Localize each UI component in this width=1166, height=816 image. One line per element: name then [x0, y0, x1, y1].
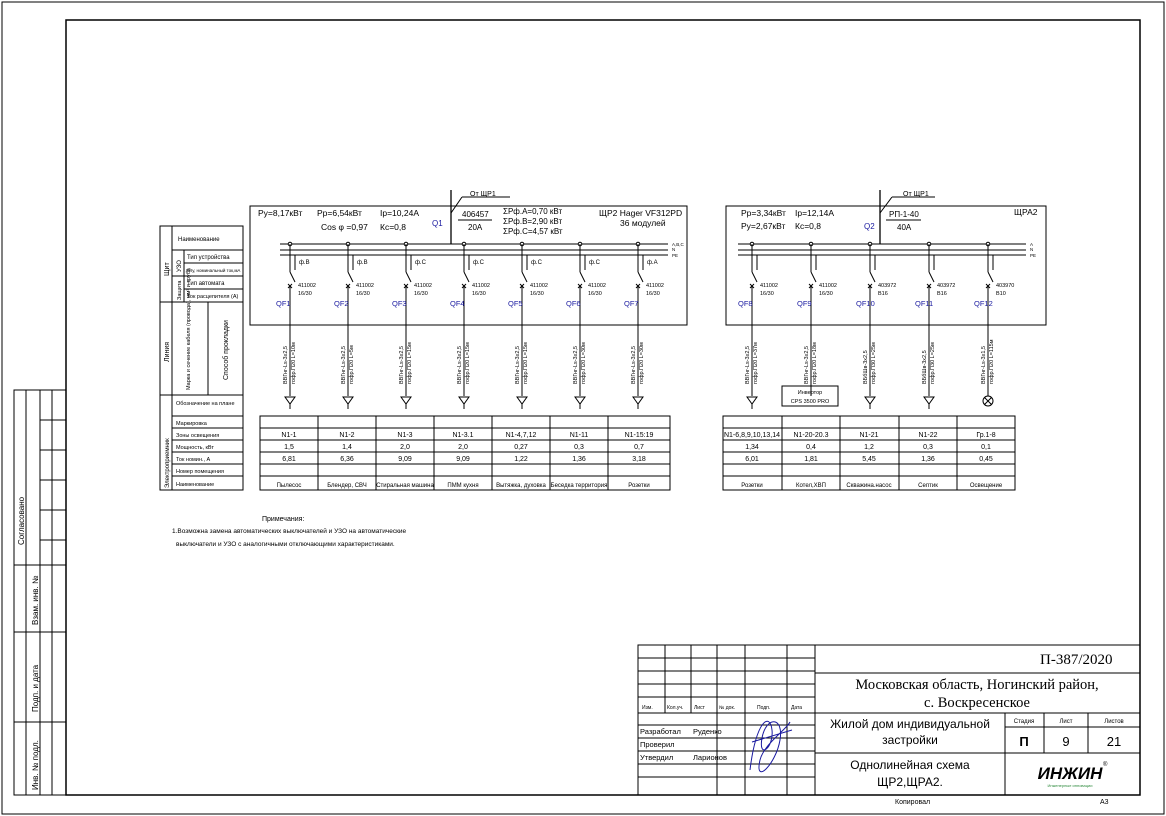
role-developed: Разработал	[640, 727, 681, 736]
shra2-main-rating: 40А	[897, 223, 912, 232]
shr2-phase-2: ф.В	[357, 260, 368, 266]
shr2-qf-2: QF2	[334, 299, 349, 308]
shra2-rating-2: 16/30	[819, 291, 833, 297]
shra2-socket-3	[865, 397, 875, 404]
legend-row-device: Тип устройства	[187, 255, 230, 261]
shr2-cell-power-3: 2,0	[400, 444, 410, 451]
legend-wiring: Линия	[164, 341, 171, 362]
shr2-label: ЩР2 Hager VF312PD	[599, 208, 683, 218]
shr2-bus-abc: А,В,С	[672, 242, 684, 247]
shr2-rating-3: 16/30	[414, 291, 428, 297]
shra2-cell-zone-5: Гр.1-8	[976, 432, 996, 439]
shr2-code-3: 411002	[414, 283, 432, 289]
shra2-cell-current-4: 1,36	[921, 456, 935, 463]
legend-bottom-0: Обозначение на плане	[176, 401, 235, 407]
stamp-hdr-1: Кол.уч.	[667, 705, 684, 711]
shr2-cell-name-2: Блендер, СВЧ	[327, 483, 367, 489]
shr2-cell-current-5: 1,22	[514, 456, 528, 463]
shra2-rating-5: B10	[996, 291, 1006, 297]
object-2: застройки	[882, 733, 938, 747]
shra2-cable-spec-4: ВБбШв-3х2,5	[922, 350, 928, 384]
shra2-bus-n: N	[1030, 247, 1034, 252]
shr2-cell-name-4: ПММ кухня	[447, 483, 479, 489]
shr2-cell-zone-2: N1-2	[339, 432, 355, 439]
legend-bottom-2: Зоны освещения	[176, 433, 220, 439]
shr2-cell-name-1: Пылесос	[276, 483, 302, 489]
shra2-cell-name-4: Септик	[918, 483, 938, 489]
shr2-socket-7	[633, 397, 643, 404]
shra2-rating-1: 16/30	[760, 291, 774, 297]
format-label: А3	[1100, 799, 1109, 806]
shra2-label: ЩРА2	[1014, 207, 1038, 217]
shra2-cell-current-1: 6,01	[745, 456, 759, 463]
shra2-code-3: 403972	[878, 283, 897, 289]
shr2-cell-power-1: 1,5	[284, 444, 294, 451]
stamp-hdr-4: Подп.	[757, 705, 771, 711]
shr2-cell-current-6: 1,36	[572, 456, 586, 463]
left-margin-stamp	[14, 390, 66, 795]
shr2-route-6: гофр.П20 L=30м	[581, 342, 587, 384]
shr2-code-2: 411002	[356, 283, 374, 289]
copied-label: Копировал	[895, 799, 931, 806]
address-2: с. Воскресенское	[924, 695, 1030, 711]
shra2-qf-3: QF10	[856, 299, 875, 308]
shra2-rating-4: B16	[937, 291, 947, 297]
shr2-rating-4: 16/30	[472, 291, 486, 297]
role-checked: Проверил	[640, 740, 675, 749]
shr2-cell-power-7: 0,7	[634, 444, 644, 451]
shr2-route-2: гофр.П20 L=5м	[349, 345, 355, 384]
shr2-breaker-blade-1	[290, 272, 295, 282]
shr2-cell-zone-3: N1-3	[397, 432, 413, 439]
shr2-phase-4: ф.С	[473, 260, 484, 266]
shra2-table	[724, 432, 1003, 489]
shr2-route-5: гофр.П20 L=15м	[523, 342, 529, 384]
legend-bottom-1: Маркировка	[176, 421, 207, 427]
shra2-main-code: РП-1-40	[889, 210, 919, 219]
notes-line-1: 1.Возможна замена автоматических выключателей и УЗО на автоматические	[172, 528, 407, 535]
shra2-cell-zone-3: N1-21	[859, 432, 879, 439]
shr2-cell-name-6: Беседка территория	[550, 483, 608, 489]
shr2-breaker-blade-5	[522, 272, 527, 282]
shr2-phase-3: ф.С	[415, 260, 426, 266]
address-1: Московская область, Ногинский район,	[855, 677, 1099, 693]
shr2-cable-spec-7: ВВГнг-Ls-3х2,5	[631, 346, 637, 384]
shra2-qf-2: QF9	[797, 299, 812, 308]
side-label-replace: Взам. инв. №	[31, 575, 40, 625]
shr2-table	[277, 432, 654, 489]
shr2-code-6: 411002	[588, 283, 606, 289]
shr2-socket-4	[459, 397, 469, 404]
legend-bottom-3: Мощность, кВт	[176, 445, 214, 451]
shra2-feeders	[738, 242, 1014, 409]
legend-uzo: УЗО	[177, 260, 183, 272]
shr2-phase-6: ф.С	[589, 260, 600, 266]
shra2-socket-4	[924, 397, 934, 404]
shr2-cell-current-3: 9,09	[398, 456, 412, 463]
shra2-breaker-blade-4	[929, 272, 934, 282]
shr2-breaker-blade-7	[638, 272, 643, 282]
shr2-phase-c: ΣРф.С=4,57 кВт	[503, 227, 563, 236]
drawing-title-1: Однолинейная схема	[850, 758, 970, 772]
shr2-route-1: гофр.П20 L=10м	[291, 342, 297, 384]
shr2-phase-1: ф.В	[299, 260, 310, 266]
shra2-route-2: гофр.П20 L=18м	[812, 342, 818, 384]
shra2-cable-spec-1: ВВГнг-Ls-3х2,5	[745, 346, 751, 384]
shr2-rating-1: 16/30	[298, 291, 312, 297]
shr2-socket-2	[343, 397, 353, 404]
side-label-inv: Инв. № подл.	[31, 740, 40, 790]
shra2-code-4: 403972	[937, 283, 956, 289]
drawing-title-2: ЩР2,ЩРА2.	[877, 775, 943, 789]
shr2-cable-spec-3: ВВГнг-Ls-3х2,5	[399, 346, 405, 384]
shra2-route-5: гофр.П20 L=115м	[989, 339, 995, 384]
shr2-qf-1: QF1	[276, 299, 291, 308]
shr2-cell-power-2: 1,4	[342, 444, 352, 451]
shr2-route-7: гофр.П20 L=30м	[639, 342, 645, 384]
legend-shield: Щит	[164, 262, 171, 276]
shra2-cell-current-2: 1,81	[804, 456, 818, 463]
shra2-q2: Q2	[864, 222, 875, 231]
shr2-breaker-blade-3	[406, 272, 411, 282]
shr2-route-4: гофр.П20 L=15м	[465, 342, 471, 384]
name-developed: Руденко	[693, 727, 722, 736]
notes-title: Примечания:	[262, 516, 305, 523]
shr2-cell-current-1: 6,81	[282, 456, 296, 463]
legend-laying: Способ прокладки	[223, 320, 230, 380]
shra2-route-3: гофр.П30 L=25м	[871, 342, 877, 384]
shra2-kc: Кс=0,8	[795, 221, 821, 231]
shr2-cable-spec-1: ВВГнг-Ls-3х2,5	[283, 346, 289, 384]
shr2-cell-current-4: 9,09	[456, 456, 470, 463]
shra2-pp: Рр=3,34кВт	[741, 208, 786, 218]
shr2-phase-b: ΣРф.В=2,90 кВт	[503, 217, 563, 226]
shra2-breaker-blade-5	[988, 272, 993, 282]
legend-row-name: Наименование	[178, 237, 220, 243]
shr2-cable-spec-4: ВВГнг-Ls-3х2,5	[457, 346, 463, 384]
shra2-cell-power-4: 0,3	[923, 444, 933, 451]
shra2-code-1: 411002	[760, 283, 778, 289]
shr2-cell-current-7: 3,18	[632, 456, 646, 463]
notes-line-2: выключатели и УЗО с аналогичными отключающими характеристиками.	[176, 541, 395, 548]
shr2-cell-zone-5: N1-4,7,12	[505, 432, 537, 439]
company-logo-sub: Инженерные инновации	[1047, 783, 1093, 788]
shra2-cell-zone-2: N1-20-20.3	[793, 432, 829, 439]
shra2-route-1: гофр.П20 L=37м	[753, 342, 759, 384]
shr2-cable-spec-2: ВВГнг-Ls-3х2,5	[341, 346, 347, 384]
shr2-qf-3: QF3	[392, 299, 407, 308]
shr2-rating-5: 16/30	[530, 291, 544, 297]
shra2-qf-5: QF12	[974, 299, 993, 308]
shr2-cell-power-4: 2,0	[458, 444, 468, 451]
shr2-socket-1	[285, 397, 295, 404]
stamp-hdr-2: Лист	[694, 705, 705, 711]
shra2-cell-name-2: Котел,ХВП	[795, 483, 827, 489]
shr2-cell-zone-6: N1-11	[569, 432, 589, 439]
shr2-breaker-blade-4	[464, 272, 469, 282]
shr2-feeders	[276, 242, 664, 409]
shr2-pp: Рр=6,54кВт	[317, 208, 362, 218]
shr2-table-grid	[260, 416, 670, 490]
shr2-socket-3	[401, 397, 411, 404]
shr2-modules: 36 модулей	[620, 218, 666, 228]
shr2-code-7: 411002	[646, 283, 664, 289]
shra2-bus-a: А	[1030, 242, 1034, 247]
shr2-phase-7: ф.А	[647, 260, 658, 266]
shr2-cos: Cos φ =0,97	[321, 222, 368, 232]
shr2-route-3: гофр.П20 L=15м	[407, 342, 413, 384]
shra2-cell-power-3: 1,2	[864, 444, 874, 451]
shr2-cell-power-6: 0,3	[574, 444, 584, 451]
sheets-value: 21	[1106, 734, 1122, 749]
legend-row-current: In/Iу, номинальный ток,мА	[186, 268, 241, 273]
shra2-route-4: гофр.П30 L=25м	[930, 342, 936, 384]
shr2-from-leader	[451, 197, 462, 213]
shra2-breaker-blade-1	[752, 272, 757, 282]
sheet-value: 9	[1062, 734, 1070, 749]
shra2-cell-name-3: Скважина.насос	[846, 483, 892, 489]
shr2-code-5: 411002	[530, 283, 548, 289]
shra2-busbar	[738, 244, 1026, 255]
shra2-cell-current-3: 5,45	[862, 456, 876, 463]
shr2-breaker-blade-2	[348, 272, 353, 282]
shr2-code-1: 411002	[298, 283, 316, 289]
shr2-main-code: 406457	[462, 210, 489, 219]
shr2-cell-power-5: 0,27	[514, 444, 528, 451]
shra2-code-5: 403970	[996, 283, 1015, 289]
shr2-qf-6: QF6	[566, 299, 581, 308]
stamp-hdr-3: № док.	[719, 705, 736, 711]
shr2-busbar	[280, 244, 668, 255]
shr2-bus-pe: PE	[672, 253, 679, 258]
shr2-qf-5: QF5	[508, 299, 523, 308]
shra2-cell-name-5: Освещение	[969, 483, 1003, 489]
shra2-qf-1: QF8	[738, 299, 753, 308]
shr2-cell-name-3: Стиральная машина	[376, 483, 434, 489]
shr2-bus-n: N	[672, 247, 676, 252]
shra2-cell-name-1: Розетки	[741, 483, 763, 489]
legend-cable-spec: Марка и сечение кабеля (провода), мм² и труба	[186, 268, 192, 390]
company-logo-reg: ®	[1103, 762, 1108, 768]
shra2-code-2: 411002	[819, 283, 837, 289]
shr2-cable-spec-5: ВВГнг-Ls-3х2,5	[515, 346, 521, 384]
shra2-cell-zone-1: N1-6,8,9,10,13,14	[723, 432, 781, 439]
shr2-py: Ру=8,17кВт	[258, 208, 303, 218]
shr2-cell-zone-7: N1-15:19	[624, 432, 654, 439]
shra2-cell-power-5: 0,1	[981, 444, 991, 451]
shra2-rating-3: B16	[878, 291, 888, 297]
stamp-hdr-5: Дата	[791, 705, 803, 711]
shra2-qf-4: QF11	[915, 299, 934, 308]
shr2-socket-6	[575, 397, 585, 404]
project-code: П-387/2020	[1040, 652, 1113, 668]
shra2-cell-power-2: 0,4	[806, 444, 816, 451]
shr2-cell-name-5: Вытяжка, духовка	[496, 483, 546, 489]
sheets-header: Листов	[1104, 719, 1124, 725]
shr2-breaker-blade-6	[580, 272, 585, 282]
legend-bottom-4: Ток номин., А	[176, 457, 211, 463]
shr2-code-4: 411002	[472, 283, 490, 289]
legend-bottom-5: Номер помещения	[176, 469, 224, 475]
company-logo: ИНЖИН	[1037, 764, 1103, 783]
shra2-cell-power-1: 1,34	[745, 444, 759, 451]
shr2-cell-zone-1: N1-1	[281, 432, 297, 439]
legend-consumer: Электроприемник	[165, 438, 171, 488]
shr2-qf-7: QF7	[624, 299, 639, 308]
stamp-hdr-0: Изм.	[642, 705, 653, 711]
shra2-cable-spec-2: ВВГнг-Ls-3х2,5	[804, 346, 810, 384]
object-1: Жилой дом индивидуальной	[830, 717, 990, 731]
shra2-cell-current-5: 0,45	[979, 456, 993, 463]
side-label-sign: Подп. и дата	[31, 664, 40, 712]
shr2-rating-7: 16/30	[646, 291, 660, 297]
shr2-phase-a: ΣРф.А=0,70 кВт	[503, 207, 563, 216]
shra2-from: От ЩР1	[903, 191, 929, 198]
shr2-cell-zone-4: N1-3.1	[452, 432, 474, 439]
shra2-bus-pe: PE	[1030, 253, 1037, 258]
shra2-cell-zone-4: N1-22	[918, 432, 938, 439]
shr2-ip: Iр=10,24А	[380, 208, 419, 218]
shra2-cable-spec-5: ВВГнг-Ls-3х1,5	[981, 346, 987, 384]
shr2-cable-spec-6: ВВГнг-Ls-3х2,5	[573, 346, 579, 384]
legend-bottom-6: Наименование	[176, 482, 215, 488]
shra2-socket-1	[747, 397, 757, 404]
inverter-label-2: CPS 3500 PRO	[790, 399, 830, 405]
shra2-cable-spec-3: ВБбШв-3х2,5	[863, 350, 869, 384]
shr2-from: От ЩР1	[470, 191, 496, 198]
shr2-rating-2: 16/30	[356, 291, 370, 297]
shr2-kc: Кс=0,8	[380, 222, 406, 232]
shra2-ip: Iр=12,14А	[795, 208, 834, 218]
legend-row-trip: Ток расцепителя (А)	[187, 294, 239, 300]
shra2-py: Ру=2,67кВт	[741, 221, 786, 231]
stage-value: П	[1019, 734, 1029, 749]
shr2-cell-name-7: Розетки	[628, 483, 650, 489]
shr2-q1: Q1	[432, 219, 443, 228]
legend-protection: Защита	[177, 280, 183, 300]
sheet-header: Лист	[1059, 719, 1073, 725]
shr2-phase-5: ф.С	[531, 260, 542, 266]
stage-header: Стадия	[1013, 719, 1035, 725]
shra2-breaker-blade-3	[870, 272, 875, 282]
side-label-agreed: Согласовано	[17, 496, 26, 545]
legend-row-breaker: Тип автомата	[187, 281, 225, 287]
shr2-socket-5	[517, 397, 527, 404]
role-approved: Утвердил	[640, 753, 674, 762]
shr2-main-rating: 20А	[468, 223, 483, 232]
inverter-label-1: Инвертор	[797, 390, 823, 396]
shr2-qf-4: QF4	[450, 299, 465, 308]
shr2-rating-6: 16/30	[588, 291, 602, 297]
shr2-cell-current-2: 6,36	[340, 456, 354, 463]
shra2-breaker-blade-2	[811, 272, 816, 282]
shra2-table-grid	[723, 416, 1015, 490]
name-approved: Ларионов	[693, 753, 727, 762]
